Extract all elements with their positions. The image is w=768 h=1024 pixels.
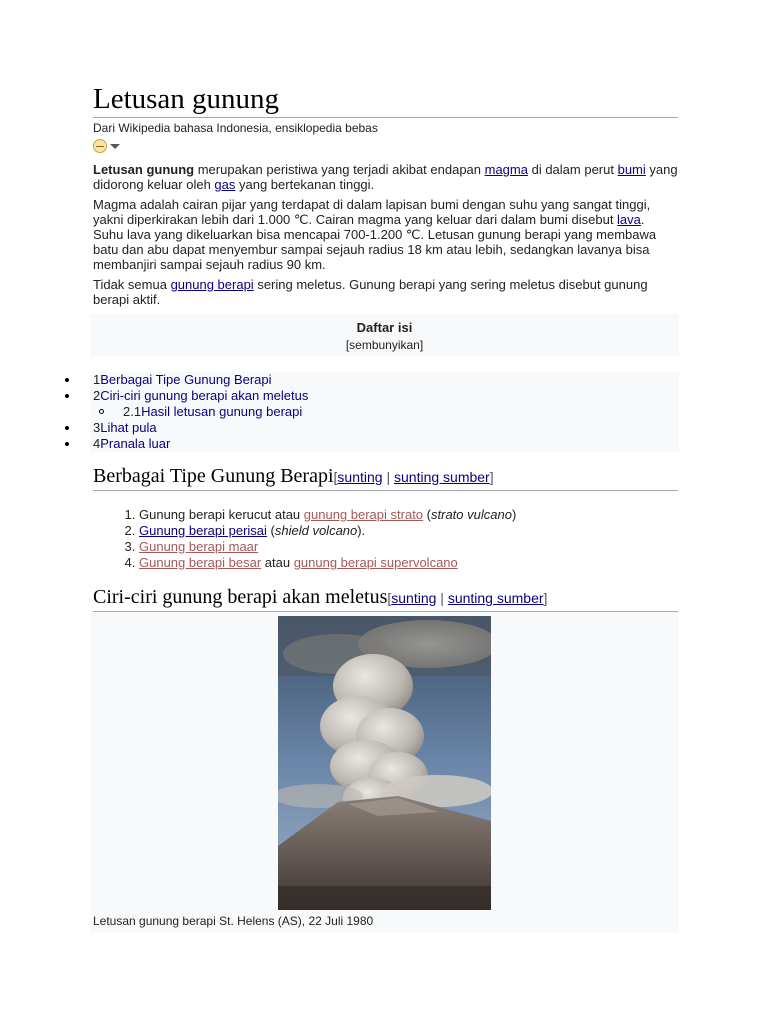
edit-link[interactable]: sunting [337,469,383,485]
link-bumi[interactable]: bumi [617,162,646,177]
bullet-icon [65,442,69,446]
edit-section [387,590,547,606]
eruption-photo[interactable] [278,616,491,910]
text: yang didorong keluar oleh [93,162,678,192]
italic-text: shield volcano [274,523,358,538]
valley-shadow [278,886,491,910]
toc-title: Daftar isi [356,320,413,335]
bullet-icon [65,394,69,398]
edit-source-link[interactable]: sunting sumber [394,469,490,485]
text: sering meletus. Gunung berapi yang sering meletus disebut gunung berapi aktif. [93,277,648,307]
edit-link[interactable]: sunting [391,590,437,606]
heading-text: Ciri-ciri gunung berapi akan meletus [93,586,388,608]
figure-caption: Letusan gunung berapi St. Helens (AS), 22 Juli 1980 [93,914,374,928]
link-gunung-berapi-besar[interactable]: Gunung berapi besar [139,555,262,570]
list-item [139,507,678,523]
toc-list [90,372,679,452]
separator: | [382,469,394,485]
toc-label[interactable]: Pranala luar [100,436,171,451]
italic-text: strato vulcano [431,507,512,522]
text: ) [511,507,517,522]
section-heading [93,463,678,491]
table-of-contents [90,314,679,356]
toc-number: 2.1 [123,404,142,419]
bullet-icon [65,378,69,382]
link-gunung-berapi-perisai[interactable]: Gunung berapi perisai [139,523,267,538]
link-gunung-berapi[interactable]: gunung berapi [170,277,254,292]
text: . Suhu lava yang dikeluarkan bisa mencapai 700-1.200 ℃. Letusan gunung berapi yang membawa batu dan abu dapat menyembur sampai sejauh radius 18 km atau lebih, sedangkan lavanya bisa membanjiri sampai sejauh radius 90 km. [93,212,657,272]
bullet-icon [65,426,69,430]
toc-item[interactable] [90,388,679,404]
figure [90,612,679,933]
separator: | [436,590,448,606]
list-item [139,539,678,555]
intro-paragraph-2 [93,197,678,272]
text: ( [423,507,431,522]
text: Magma adalah cairan pijar yang terdapat di dalam lapisan bumi dengan suhu yang sangat tinggi, yakni diperkirakan lebih dari 1.000 ℃. Cairan magma yang keluar dari dalam bumi disebut [93,197,651,227]
toc-label[interactable]: Hasil letusan gunung berapi [141,404,303,419]
text: di dalam perut [527,162,618,177]
text: Gunung berapi kerucut atau [139,507,304,522]
toc-number: 3 [93,420,101,435]
toc-subitem[interactable] [90,404,679,420]
chevron-down-icon[interactable] [110,144,120,149]
article [93,82,678,933]
link-gunung-berapi-strato[interactable]: gunung berapi strato [303,507,424,522]
toc-label[interactable]: Berbagai Tipe Gunung Berapi [100,372,272,387]
volcano-types-list [93,507,678,571]
link-gunung-berapi-supervolcano[interactable]: gunung berapi supervolcano [293,555,458,570]
intro-paragraph-1 [93,162,678,192]
bracket: ] [543,590,548,606]
list-item [139,523,678,539]
toc-item[interactable] [90,436,679,452]
language-selector[interactable] [93,138,678,154]
text: atau [261,555,294,570]
bullet-icon [99,409,104,414]
lead-bold: Letusan gunung [93,162,195,177]
site-tagline: Dari Wikipedia bahasa Indonesia, ensiklopedia bebas [93,121,378,135]
bracket: [ [333,469,338,485]
intro-paragraph-3 [93,277,678,307]
list-item [139,555,678,571]
bracket: ] [489,469,494,485]
toc-label[interactable]: Lihat pula [100,420,157,435]
bracket: [ [387,590,392,606]
toc-number: 4 [93,436,101,451]
toc-label[interactable]: Ciri-ciri gunung berapi akan meletus [100,388,309,403]
link-gunung-berapi-maar[interactable]: Gunung berapi maar [139,539,259,554]
page-title: Letusan gunung [93,82,678,118]
link-lava[interactable]: lava [617,212,641,227]
section-heading [93,584,678,612]
text: ). [357,523,366,538]
link-magma[interactable]: magma [484,162,528,177]
text: merupakan peristiwa yang terjadi akibat endapan [194,162,485,177]
link-gas[interactable]: gas [214,177,236,192]
toc-item[interactable] [90,420,679,436]
toc-number: 1 [93,372,101,387]
text: Tidak semua [93,277,171,292]
heading-text: Berbagai Tipe Gunung Berapi [93,465,334,487]
toc-hide-toggle[interactable]: [sembunyikan] [345,338,424,352]
language-icon[interactable] [93,139,107,153]
toc-number: 2 [93,388,101,403]
edit-section [334,469,494,485]
text: ( [266,523,275,538]
toc-item[interactable] [90,372,679,388]
edit-source-link[interactable]: sunting sumber [447,590,544,606]
text: yang bertekanan tinggi. [235,177,375,192]
